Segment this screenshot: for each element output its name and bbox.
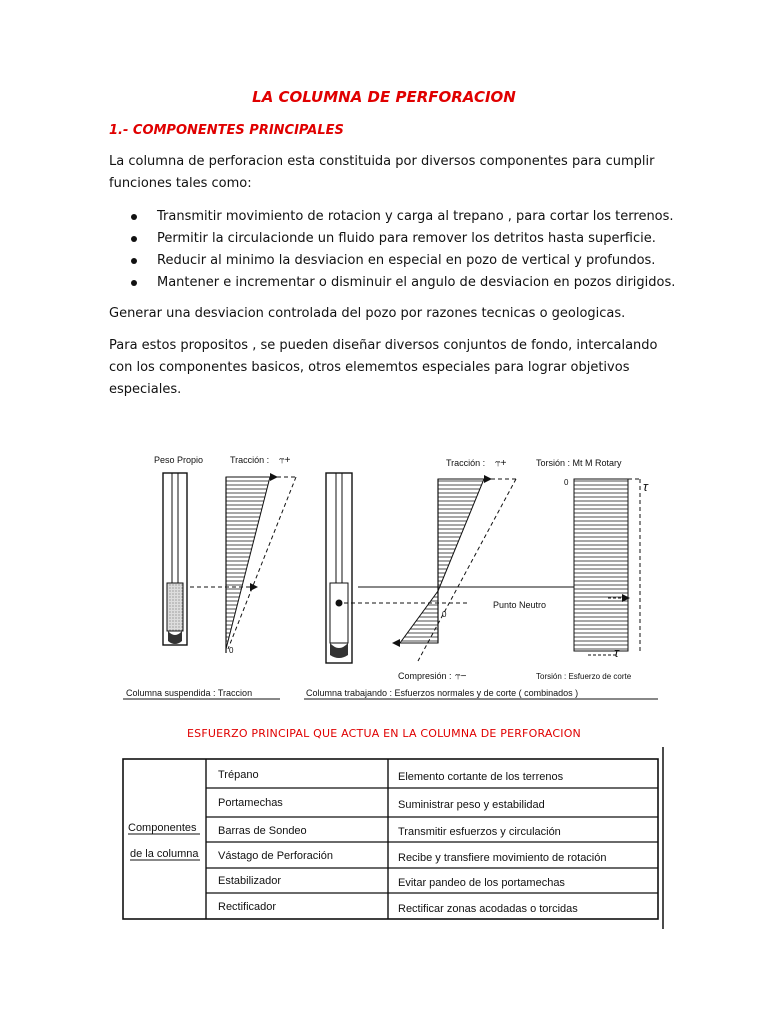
tension-diagram-left (190, 473, 296, 655)
bullet-icon (131, 280, 137, 286)
table-row (218, 825, 561, 838)
table-border (123, 759, 658, 919)
torsion-label: Torsión : Mt M Rotary (536, 458, 622, 468)
compresion-label (398, 671, 467, 682)
svg-text:0: 0 (229, 646, 234, 655)
svg-text:⥾−: ⥾− (455, 671, 467, 682)
traccion-1-label (230, 455, 291, 466)
component-cell: Barras de Sondeo (218, 825, 307, 837)
tau-top-label: τ (643, 479, 648, 494)
function-cell: Elemento cortante de los terrenos (398, 771, 564, 783)
stress-diagram (118, 443, 663, 708)
component-cell: Rectificador (218, 901, 277, 913)
component-cell: Vástago de Perforación (218, 850, 333, 862)
function-cell: Recibe y transfiere movimiento de rotación (398, 852, 607, 864)
paragraph-generar: Generar una desviacion controlada del pozo por razones tecnicas o geologicas. (109, 306, 626, 321)
svg-text:⥾+: ⥾+ (495, 458, 507, 469)
svg-text:Tracción :: Tracción : (446, 458, 486, 468)
peso-propio-label: Peso Propio (154, 455, 204, 465)
svg-text:⥾+: ⥾+ (279, 455, 291, 466)
group-label-columna: de la columna (130, 848, 199, 860)
caption-left: Columna suspendida : Traccion (126, 688, 253, 698)
svg-text:Compresión :: Compresión : (398, 671, 452, 681)
stress-diagram-combined (392, 475, 516, 661)
table-row (218, 850, 606, 864)
torsion-corte-label: Torsión : Esfuerzo de corte (536, 672, 632, 681)
caption-right: Columna trabajando : Esfuerzos normales y de corte ( combinados ) (306, 688, 579, 698)
function-cell: Rectificar zonas acodadas o torcidas (398, 903, 578, 915)
drill-pipe-right (326, 473, 352, 663)
table-row (218, 769, 564, 783)
bullet-icon (131, 236, 137, 242)
bullet-icon (131, 214, 137, 220)
list-item: Mantener e incrementar o disminuir el angulo de desviacion en pozos dirigidos. (109, 272, 709, 294)
function-cell: Suministrar peso y estabilidad (398, 799, 545, 811)
zero-label: 0 (564, 478, 569, 487)
page-title: LA COLUMNA DE PERFORACION (252, 88, 516, 106)
drill-pipe-left (163, 473, 187, 645)
bullet-icon (131, 258, 137, 264)
tau-bottom-label: τ (614, 645, 619, 660)
function-cell: Evitar pandeo de los portamechas (398, 877, 565, 889)
functions-list (109, 206, 709, 294)
table-row (218, 875, 565, 889)
section-heading: 1.- COMPONENTES PRINCIPALES (109, 123, 344, 138)
table-row (218, 797, 545, 811)
component-cell: Portamechas (218, 797, 283, 809)
function-cell: Transmitir esfuerzos y circulación (398, 826, 561, 838)
list-item: Permitir la circulacionde un fluido para remover los detritos hasta superficie. (109, 228, 709, 250)
components-table (120, 745, 668, 933)
list-item: Reducir al minimo la desviacion en especial en pozo de vertical y profundos. (109, 250, 709, 272)
component-cell: Trépano (218, 769, 259, 781)
component-cell: Estabilizador (218, 875, 281, 887)
list-item: Transmitir movimiento de rotacion y carga al trepano , para cortar los terrenos. (109, 206, 709, 228)
table-row (218, 901, 578, 915)
group-label-componentes: Componentes (128, 822, 197, 834)
table-heading: ESFUERZO PRINCIPAL QUE ACTUA EN LA COLUMNA DE PERFORACION (187, 727, 581, 740)
svg-text:Tracción :: Tracción : (230, 455, 270, 465)
paragraph-propositos: Para estos propositos , se pueden diseñar diversos conjuntos de fondo, intercalando con los componentes basicos, otros elememtos especiales para lograr objetivos especiales. (109, 338, 658, 397)
punto-neutro-label: Punto Neutro (493, 600, 547, 610)
intro-paragraph: La columna de perforacion esta constituida por diversos componentes para cumplir funciones tales como: (109, 154, 655, 191)
svg-text:0: 0 (442, 610, 447, 619)
torsion-diagram (574, 479, 640, 655)
traccion-2-label (446, 458, 507, 469)
